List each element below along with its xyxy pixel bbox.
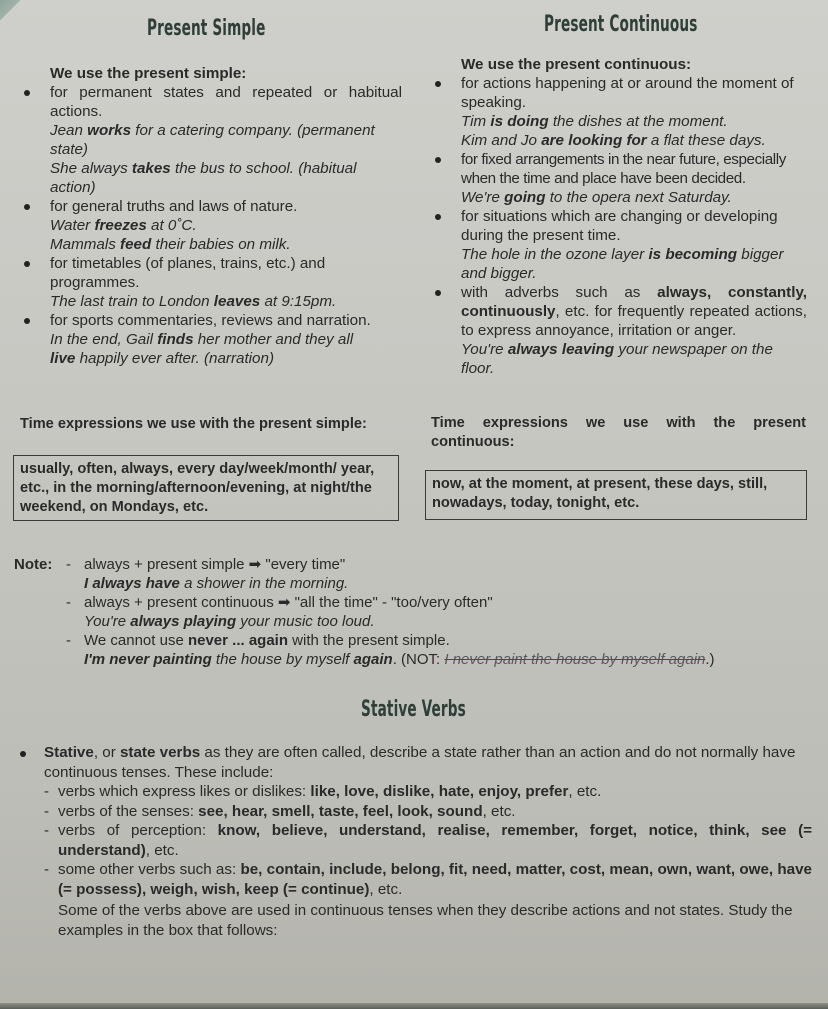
stative-group-other: - some other verbs such as: be, contain, include, belong, fit, need, matter, cost, mean, own, want, owe, have (= possess), weigh, wish, keep (= continue), etc. (44, 860, 812, 899)
bullet-icon (435, 81, 441, 87)
stative-intro: Stative, or state verbs as they are often called, describe a state rather than an action and do not normally have continuous tenses. These include: (44, 744, 796, 781)
pc-bullet-3: for situations which are changing or developing during the present time. (461, 207, 807, 245)
bullet-icon (435, 157, 441, 163)
ps-example: live happily ever after. (narration) (50, 350, 274, 367)
ps-bullet-2: for general truths and laws of nature. (50, 197, 402, 216)
bullet-icon (435, 290, 441, 296)
stative-group-senses: - verbs of the senses: see, hear, smell, taste, feel, look, sound, etc. (44, 802, 812, 822)
note-label: Note: (14, 556, 53, 573)
pc-example: You're always leaving your newspaper on the floor. (461, 341, 773, 377)
pc-time-expressions-label: Time expressions we use with the present continuous: (431, 415, 806, 450)
present-continuous-intro: We use the present continuous: (461, 56, 692, 73)
ps-example: Water freezes at 0˚C. (50, 217, 197, 234)
heading-present-simple: Present Simple (147, 16, 266, 41)
note-example: I always have a shower in the morning. (84, 575, 349, 592)
present-simple-intro: We use the present simple: (50, 65, 247, 82)
ps-time-expressions-box: usually, often, always, every day/week/month/ year, etc., in the morning/afternoon/evening, at night/the weekend, on Mondays, etc. (13, 455, 399, 521)
ps-example: The last train to London leaves at 9:15pm. (50, 293, 337, 310)
pc-bullet-2: for fixed arrangements in the near future, especially when the time and place have been decided. (461, 150, 807, 188)
note-item: - always + present simple ➡ "every time" (66, 556, 346, 573)
heading-stative-verbs: Stative Verbs (361, 697, 466, 722)
heading-present-continuous: Present Continuous (544, 12, 698, 37)
ps-example: In the end, Gail finds her mother and they all (50, 331, 354, 348)
ps-bullet-4: for sports commentaries, reviews and narration. (50, 311, 402, 330)
stative-group-likes: - verbs which express likes or dislikes: like, love, dislike, hate, enjoy, prefer, etc. (44, 782, 812, 802)
present-continuous-section (461, 55, 807, 378)
bullet-icon (24, 318, 30, 324)
ps-time-expressions-label: Time expressions we use with the present simple: (20, 416, 367, 432)
bullet-icon (24, 204, 30, 210)
note-item: - We cannot use never ... again with the present simple. (66, 632, 450, 649)
note-example: You're always playing your music too loud. (84, 613, 375, 630)
present-simple-section (50, 64, 402, 368)
pc-example: Kim and Jo are looking for a flat these days. (461, 132, 766, 149)
ps-bullet-1: for permanent states and repeated or habitual actions. (50, 83, 402, 121)
bullet-icon (24, 90, 30, 96)
note-example: I'm never painting the house by myself again. (NOT: I never paint the house by myself again.) (84, 651, 715, 668)
stative-closing: Some of the verbs above are used in continuous tenses when they describe actions and not states. Study the examples in the box that follows: (58, 902, 793, 939)
ps-bullet-3: for timetables (of planes, trains, etc.) and programmes. (50, 254, 360, 292)
pc-bullet-4: with adverbs such as always, constantly, continuously, etc. for frequently repeated actions, to express annoyance, irritation or anger. (461, 283, 807, 340)
ps-example: She always takes the bus to school. (habitual action) (50, 160, 357, 196)
note-item: - always + present continuous ➡ "all the time" - "too/very often" (66, 594, 493, 611)
pc-example: The hole in the ozone layer is becoming bigger and bigger. (461, 246, 784, 282)
note-items (66, 555, 826, 669)
bullet-icon (24, 261, 30, 267)
page-bottom-edge (0, 1003, 828, 1009)
stative-verbs-section (20, 743, 812, 940)
pc-time-expressions-box: now, at the moment, at present, these days, still, nowadays, today, tonight, etc. (425, 470, 807, 520)
pc-example: We're going to the opera next Saturday. (461, 189, 732, 206)
ps-example: Jean works for a catering company. (permanent state) (50, 122, 375, 158)
stative-group-perception: - verbs of perception: know, believe, understand, realise, remember, forget, notice, think, see (= understand), etc. (44, 821, 812, 860)
page-corner-shadow (0, 0, 40, 20)
pc-example: Tim is doing the dishes at the moment. (461, 113, 728, 130)
bullet-icon (435, 214, 441, 220)
pc-bullet-1: for actions happening at or around the moment of speaking. (461, 74, 807, 112)
incorrect-example-strikethrough: I never paint the house by myself again (444, 651, 706, 668)
bullet-icon (20, 751, 26, 757)
ps-example: Mammals feed their babies on milk. (50, 236, 291, 253)
